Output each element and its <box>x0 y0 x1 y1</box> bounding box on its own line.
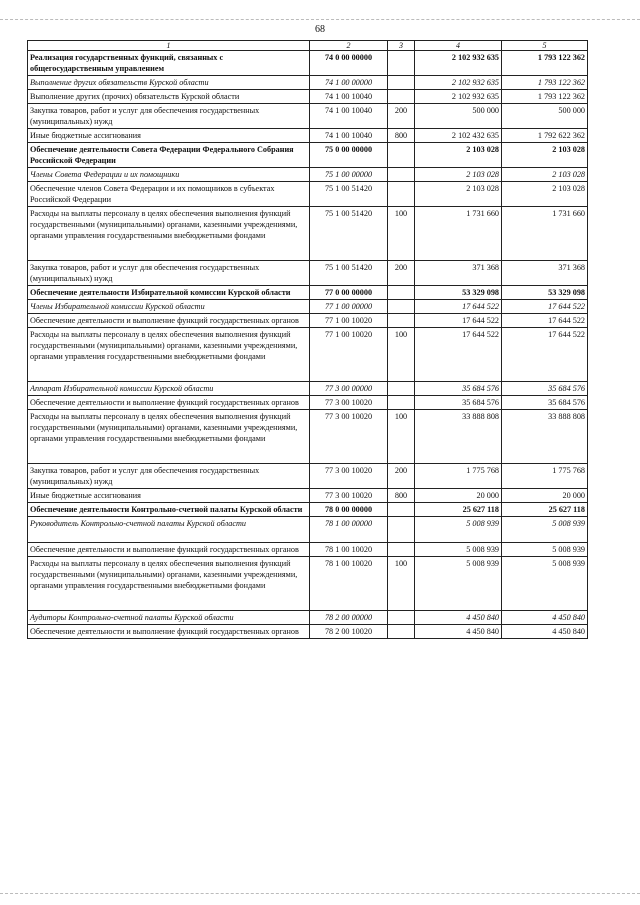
cell-amount-1: 35 684 576 <box>415 396 502 410</box>
table-row <box>28 328 588 382</box>
table-row <box>28 625 588 639</box>
cell-name: Члены Избирательной комиссии Курской области <box>28 300 310 314</box>
cell-amount-1: 2 102 932 635 <box>415 76 502 90</box>
cell-amount-1: 371 368 <box>415 261 502 286</box>
cell-group <box>388 503 415 517</box>
cell-code: 78 2 00 00000 <box>310 611 388 625</box>
cell-amount-1: 4 450 840 <box>415 611 502 625</box>
cell-amount-1: 2 103 028 <box>415 182 502 207</box>
table-row <box>28 300 588 314</box>
cell-code: 75 1 00 51420 <box>310 182 388 207</box>
cell-amount-1: 2 103 028 <box>415 143 502 168</box>
cell-amount-2: 4 450 840 <box>502 611 588 625</box>
cell-group <box>388 300 415 314</box>
cell-amount-2: 500 000 <box>502 104 588 129</box>
cell-amount-2: 20 000 <box>502 489 588 503</box>
cell-code: 74 1 00 10040 <box>310 90 388 104</box>
cell-amount-2: 1 775 768 <box>502 464 588 489</box>
cell-code: 77 1 00 10020 <box>310 328 388 382</box>
cell-code: 77 1 00 00000 <box>310 300 388 314</box>
cell-name: Аппарат Избирательной комиссии Курской области <box>28 382 310 396</box>
cell-code: 77 0 00 00000 <box>310 286 388 300</box>
cell-amount-2: 17 644 522 <box>502 328 588 382</box>
scan-edge-top <box>0 19 640 20</box>
cell-amount-2: 1 793 122 362 <box>502 51 588 76</box>
cell-group <box>388 517 415 543</box>
table-row <box>28 168 588 182</box>
table-row <box>28 611 588 625</box>
budget-table <box>27 40 588 639</box>
cell-amount-1: 53 329 098 <box>415 286 502 300</box>
cell-group: 100 <box>388 328 415 382</box>
header-amount-2: 5 <box>502 41 588 51</box>
cell-group <box>388 611 415 625</box>
table-body <box>28 51 588 639</box>
cell-amount-2: 371 368 <box>502 261 588 286</box>
table-row <box>28 314 588 328</box>
cell-amount-1: 33 888 808 <box>415 410 502 464</box>
cell-amount-2: 2 103 028 <box>502 182 588 207</box>
cell-amount-1: 20 000 <box>415 489 502 503</box>
table-row <box>28 261 588 286</box>
cell-amount-2: 33 888 808 <box>502 410 588 464</box>
cell-name: Расходы на выплаты персоналу в целях обеспечения выполнения функций государственными (муниципальными) органами, казенными учреждениями, органами управления государственными внебюджетными фондами <box>28 410 310 464</box>
table-row <box>28 489 588 503</box>
cell-code: 77 1 00 10020 <box>310 314 388 328</box>
header-name: 1 <box>28 41 310 51</box>
cell-group: 200 <box>388 104 415 129</box>
cell-amount-2: 17 644 522 <box>502 300 588 314</box>
cell-name: Обеспечение деятельности Совета Федерации Федерального Собрания Российской Федерации <box>28 143 310 168</box>
cell-group: 200 <box>388 464 415 489</box>
cell-code: 75 1 00 00000 <box>310 168 388 182</box>
cell-group <box>388 382 415 396</box>
cell-name: Выполнение других (прочих) обязательств Курской области <box>28 90 310 104</box>
cell-name: Иные бюджетные ассигнования <box>28 129 310 143</box>
table-row <box>28 543 588 557</box>
cell-amount-2: 2 103 028 <box>502 143 588 168</box>
cell-code: 75 1 00 51420 <box>310 207 388 261</box>
cell-amount-1: 2 102 932 635 <box>415 90 502 104</box>
cell-code: 74 0 00 00000 <box>310 51 388 76</box>
cell-code: 77 3 00 10020 <box>310 464 388 489</box>
cell-name: Выполнение других обязательств Курской области <box>28 76 310 90</box>
cell-name: Обеспечение деятельности и выполнение функций государственных органов <box>28 543 310 557</box>
cell-amount-1: 500 000 <box>415 104 502 129</box>
cell-group: 200 <box>388 261 415 286</box>
cell-amount-1: 1 731 660 <box>415 207 502 261</box>
table-row <box>28 51 588 76</box>
cell-amount-2: 5 008 939 <box>502 543 588 557</box>
table-row <box>28 129 588 143</box>
table-row <box>28 286 588 300</box>
cell-name: Обеспечение деятельности и выполнение функций государственных органов <box>28 625 310 639</box>
cell-code: 74 1 00 00000 <box>310 76 388 90</box>
cell-name: Расходы на выплаты персоналу в целях обеспечения выполнения функций государственными (муниципальными) органами, казенными учреждениями, органами управления государственными внебюджетными фондами <box>28 557 310 611</box>
cell-amount-1: 17 644 522 <box>415 328 502 382</box>
cell-group: 800 <box>388 489 415 503</box>
cell-code: 78 2 00 10020 <box>310 625 388 639</box>
cell-group <box>388 168 415 182</box>
table-row <box>28 464 588 489</box>
cell-name: Аудиторы Контрольно-счетной палаты Курской области <box>28 611 310 625</box>
cell-code: 74 1 00 10040 <box>310 129 388 143</box>
cell-amount-1: 5 008 939 <box>415 543 502 557</box>
cell-code: 77 3 00 00000 <box>310 382 388 396</box>
cell-name: Закупка товаров, работ и услуг для обеспечения государственных (муниципальных) нужд <box>28 261 310 286</box>
cell-amount-2: 17 644 522 <box>502 314 588 328</box>
table-header-row <box>28 41 588 51</box>
cell-amount-2: 53 329 098 <box>502 286 588 300</box>
cell-amount-2: 5 008 939 <box>502 517 588 543</box>
cell-amount-2: 25 627 118 <box>502 503 588 517</box>
cell-group <box>388 314 415 328</box>
cell-group <box>388 90 415 104</box>
cell-group <box>388 543 415 557</box>
header-group: 3 <box>388 41 415 51</box>
cell-name: Расходы на выплаты персоналу в целях обеспечения выполнения функций государственными (муниципальными) органами, казенными учреждениями, органами управления государственными внебюджетными фондами <box>28 207 310 261</box>
cell-code: 78 1 00 10020 <box>310 557 388 611</box>
cell-name: Закупка товаров, работ и услуг для обеспечения государственных (муниципальных) нужд <box>28 464 310 489</box>
cell-amount-1: 2 102 932 635 <box>415 51 502 76</box>
table-row <box>28 207 588 261</box>
table-row <box>28 182 588 207</box>
cell-name: Руководитель Контрольно-счетной палаты Курской области <box>28 517 310 543</box>
cell-amount-2: 1 793 122 362 <box>502 90 588 104</box>
table-row <box>28 90 588 104</box>
table-row <box>28 382 588 396</box>
cell-code: 74 1 00 10040 <box>310 104 388 129</box>
table-row <box>28 76 588 90</box>
table-row <box>28 517 588 543</box>
cell-amount-2: 1 792 622 362 <box>502 129 588 143</box>
cell-amount-2: 1 793 122 362 <box>502 76 588 90</box>
cell-name: Обеспечение деятельности и выполнение функций государственных органов <box>28 314 310 328</box>
cell-code: 75 1 00 51420 <box>310 261 388 286</box>
table-row <box>28 410 588 464</box>
cell-amount-1: 5 008 939 <box>415 517 502 543</box>
cell-amount-1: 35 684 576 <box>415 382 502 396</box>
cell-code: 77 3 00 10020 <box>310 396 388 410</box>
cell-name: Закупка товаров, работ и услуг для обеспечения государственных (муниципальных) нужд <box>28 104 310 129</box>
cell-amount-2: 1 731 660 <box>502 207 588 261</box>
cell-group <box>388 396 415 410</box>
cell-amount-2: 2 103 028 <box>502 168 588 182</box>
cell-amount-1: 17 644 522 <box>415 314 502 328</box>
cell-code: 78 1 00 10020 <box>310 543 388 557</box>
cell-amount-2: 35 684 576 <box>502 382 588 396</box>
table-row <box>28 503 588 517</box>
cell-amount-1: 2 102 432 635 <box>415 129 502 143</box>
header-code: 2 <box>310 41 388 51</box>
header-amount-1: 4 <box>415 41 502 51</box>
cell-group: 100 <box>388 207 415 261</box>
cell-amount-1: 4 450 840 <box>415 625 502 639</box>
table-row <box>28 143 588 168</box>
cell-name: Иные бюджетные ассигнования <box>28 489 310 503</box>
cell-name: Обеспечение деятельности Избирательной комиссии Курской области <box>28 286 310 300</box>
cell-amount-1: 5 008 939 <box>415 557 502 611</box>
cell-name: Реализация государственных функций, связанных с общегосударственным управлением <box>28 51 310 76</box>
cell-code: 75 0 00 00000 <box>310 143 388 168</box>
cell-name: Члены Совета Федерации и их помощники <box>28 168 310 182</box>
cell-group: 100 <box>388 557 415 611</box>
cell-amount-2: 4 450 840 <box>502 625 588 639</box>
cell-amount-1: 17 644 522 <box>415 300 502 314</box>
cell-group <box>388 143 415 168</box>
cell-amount-1: 25 627 118 <box>415 503 502 517</box>
scan-edge-bottom <box>0 893 640 894</box>
cell-amount-2: 5 008 939 <box>502 557 588 611</box>
cell-name: Обеспечение членов Совета Федерации и их помощников в субъектах Российской Федерации <box>28 182 310 207</box>
cell-group <box>388 76 415 90</box>
cell-group <box>388 51 415 76</box>
cell-code: 77 3 00 10020 <box>310 410 388 464</box>
page-number: 68 <box>315 24 325 35</box>
cell-code: 78 0 00 00000 <box>310 503 388 517</box>
cell-name: Расходы на выплаты персоналу в целях обеспечения выполнения функций государственными (муниципальными) органами, казенными учреждениями, органами управления государственными внебюджетными фондами <box>28 328 310 382</box>
table-row <box>28 104 588 129</box>
cell-amount-2: 35 684 576 <box>502 396 588 410</box>
table-row <box>28 557 588 611</box>
cell-name: Обеспечение деятельности и выполнение функций государственных органов <box>28 396 310 410</box>
cell-group: 100 <box>388 410 415 464</box>
cell-amount-1: 2 103 028 <box>415 168 502 182</box>
cell-code: 77 3 00 10020 <box>310 489 388 503</box>
cell-name: Обеспечение деятельности Контрольно-счетной палаты Курской области <box>28 503 310 517</box>
cell-group <box>388 286 415 300</box>
cell-group <box>388 182 415 207</box>
cell-amount-1: 1 775 768 <box>415 464 502 489</box>
table-row <box>28 396 588 410</box>
cell-group: 800 <box>388 129 415 143</box>
cell-group <box>388 625 415 639</box>
cell-code: 78 1 00 00000 <box>310 517 388 543</box>
